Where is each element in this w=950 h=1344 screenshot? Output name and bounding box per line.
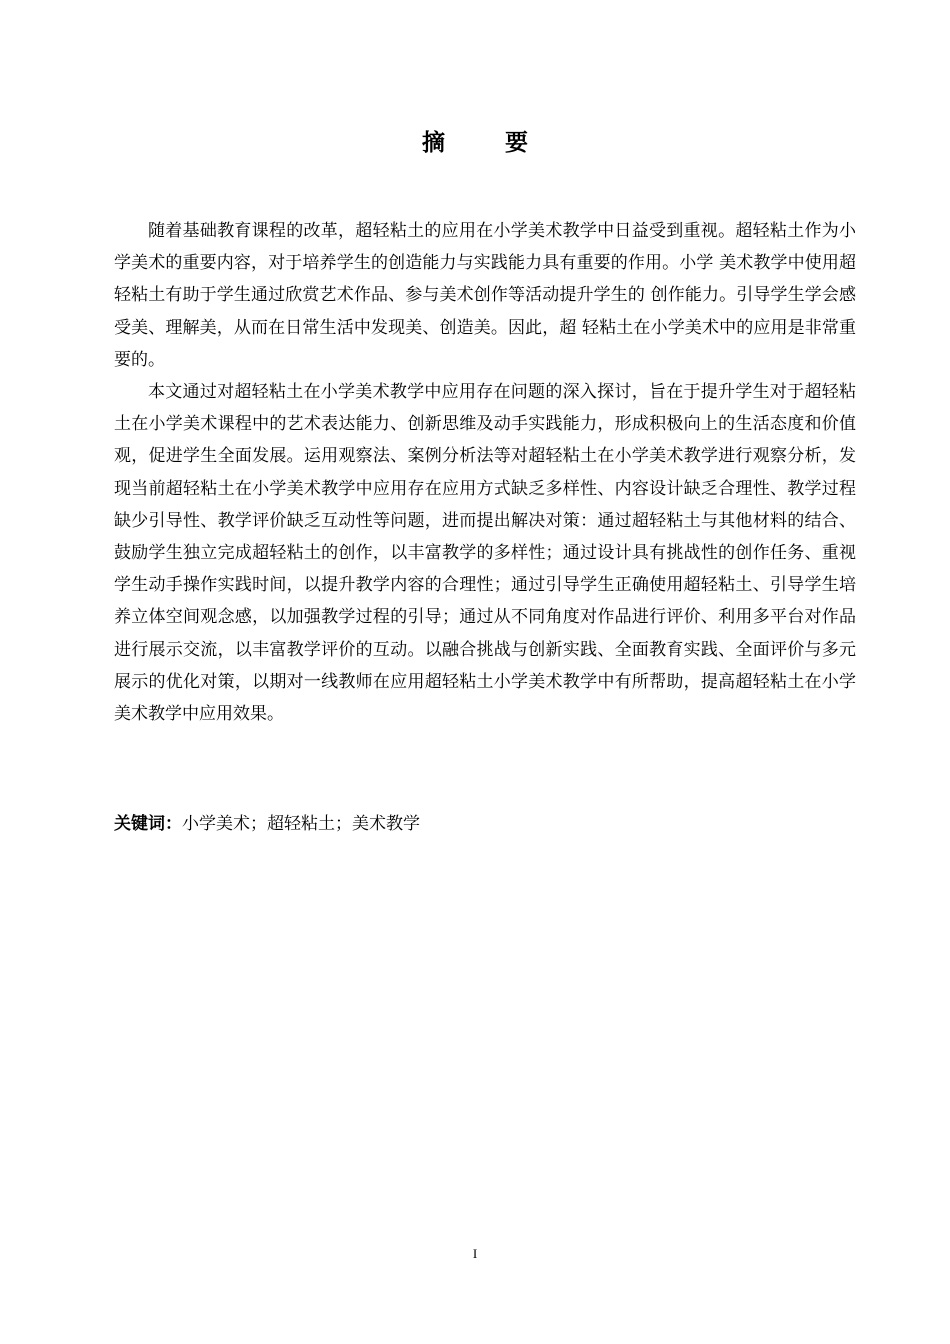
abstract-paragraph-1: 随着基础教育课程的改革，超轻粘土的应用在小学美术教学中日益受到重视。超轻粘土作为小学美术的重要内容，对于培养学生的创造能力与实践能力具有重要的作用。小学 美术教学中使用超轻粘土有助于学生通过欣赏艺术作品、参与美术创作等活动提升学生的 创作能力。引导学生学会感受美、理解美，从而在日常生活中发现美、创造美。因此，超 轻粘土在小学美术中的应用是非常重要的。 [114, 221, 856, 370]
keywords-text: 小学美术；超轻粘土；美术教学 [182, 814, 420, 834]
keywords-line [114, 808, 856, 840]
page-number: I [472, 1246, 478, 1261]
keywords-label: 关键词： [114, 814, 182, 834]
abstract-title: 摘 要 [421, 130, 554, 156]
abstract-body [114, 215, 856, 730]
abstract-paragraph-2: 本文通过对超轻粘土在小学美术教学中应用存在问题的深入探讨，旨在于提升学生对于超轻粘土在小学美术课程中的艺术表达能力、创新思维及动手实践能力，形成积极向上的生活态度和价值观，促进学生全面发展。运用观察法、案例分析法等对超轻粘土在小学美术教学进行观察分析，发现当前超轻粘土在小学美术教学中应用存在应用方式缺乏多样性、内容设计缺乏合理性、教学过程缺少引导性、教学评价缺乏互动性等问题，进而提出解决对策：通过超轻粘土与其他材料的结合、鼓励学生独立完成超轻粘土的创作，以丰富教学的多样性；通过设计具有挑战性的创作任务、重视学生动手操作实践时间，以提升教学内容的合理性；通过引导学生正确使用超轻粘土、引导学生培养立体空间观念感，以加强教学过程的引导；通过从不同角度对作品进行评价、利用多平台对作品进行展示交流，以丰富教学评价的互动。以融合挑战与创新实践、全面教育实践、全面评价与多元展示的优化对策，以期对一线教师在应用超轻粘土小学美术教学中有所帮助，提高超轻粘土在小学美术教学中应用效果。 [114, 382, 856, 725]
